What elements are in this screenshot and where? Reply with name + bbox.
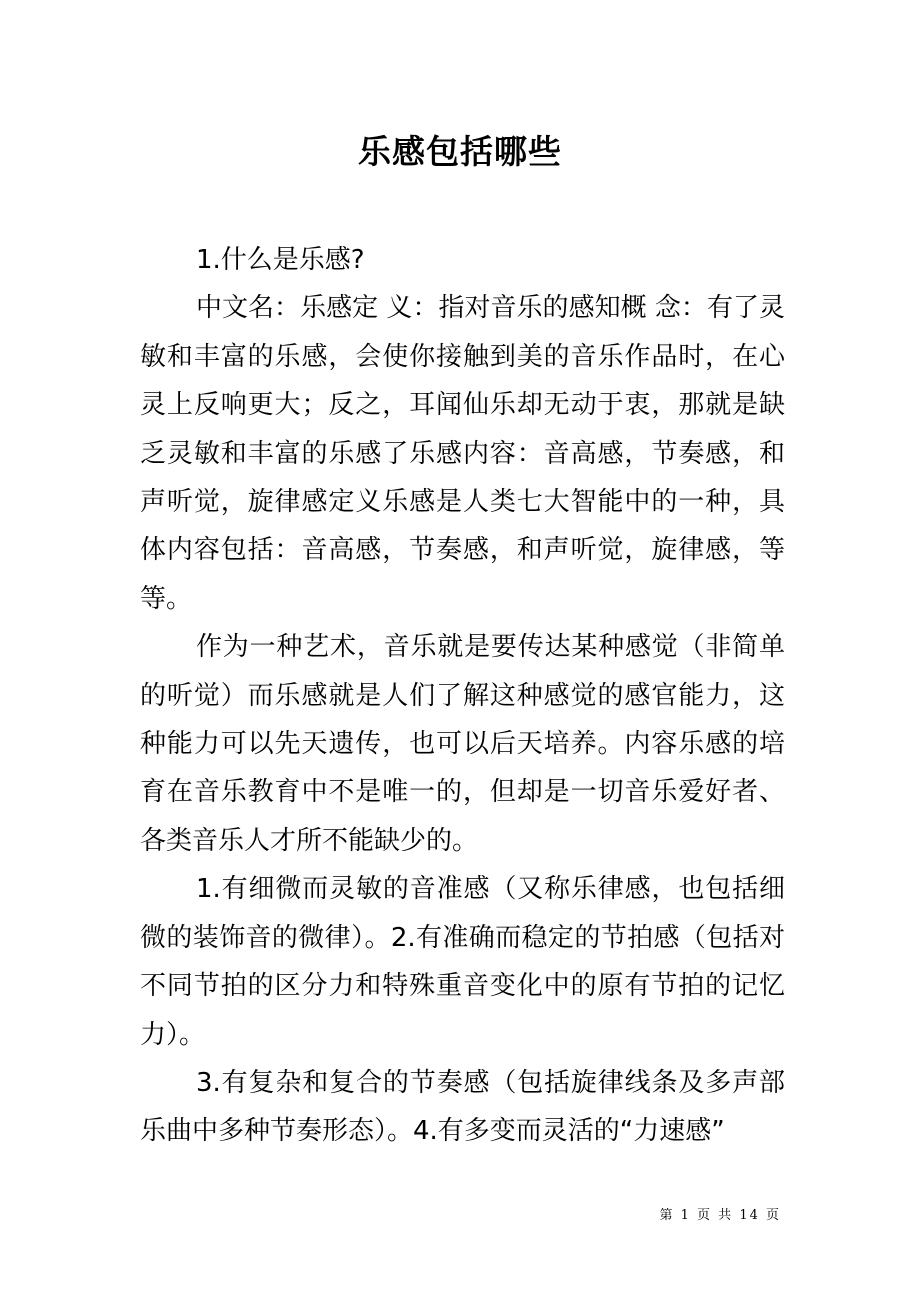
paragraph-3: 作为一种艺术，音乐就是要传达某种感觉（非简单的听觉）而乐感就是人们了解这种感觉的感官能力，这种能力可以先天遗传，也可以后天培养。内容乐感的培育在音乐教育中不是唯一的，但却是一切音乐爱好者、各类音乐人才所不能缺少的。: [140, 632, 785, 856]
paragraph-4: 1.有细微而灵敏的音准感（又称乐律感，也包括细微的装饰音的微律）。2.有准确而稳定的节拍感（包括对不同节拍的区分力和特殊重音变化中的原有节拍的记忆力）。: [140, 874, 785, 1050]
paragraph-1: 1.什么是乐感?: [196, 245, 365, 275]
document-body: [140, 236, 785, 1156]
paragraph-2: 中文名：乐感定 义：指对音乐的感知概 念：有了灵敏和丰富的乐感，会使你接触到美的音乐作品时，在心灵上反响更大；反之，耳闻仙乐却无动于衷，那就是缺乏灵敏和丰富的乐感了乐感内容：音高感，节奏感，和声听觉，旋律感定义乐感是人类七大智能中的一种，具体内容包括：音高感，节奏感，和声听觉，旋律感，等等。: [140, 293, 785, 614]
paragraph-5: 3.有复杂和复合的节奏感（包括旋律线条及多声部乐曲中多种节奏形态）。4.有多变而灵活的“力速感”: [140, 1067, 785, 1147]
document-title: 乐感包括哪些: [358, 132, 562, 171]
page-number-footer: 第 1 页 共 14 页: [659, 1208, 781, 1223]
